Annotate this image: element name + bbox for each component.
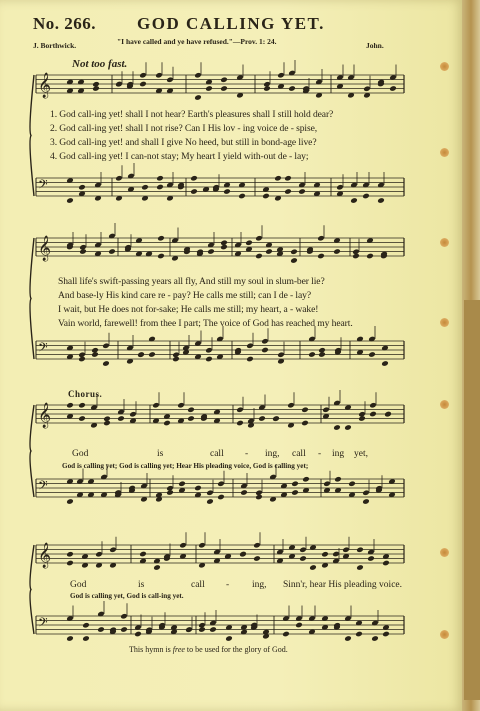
hymn-number: No. 266. (33, 14, 97, 33)
scripture-reference: "I have called and ye have refused."—Prov. 1: 24. (117, 37, 277, 46)
verse-line: 3. God call-ing yet! and shall I give No heed, but still in bond-age live? (50, 137, 317, 148)
verse-line: 2. God call-ing yet! shall I not rise? Can I His lov - ing voice de - spise, (50, 123, 318, 134)
chorus-word: is (138, 580, 145, 590)
chorus-word: call (292, 449, 306, 459)
chorus-word: call (210, 449, 224, 459)
chorus-echo-line: God is calling yet; God is calling yet; Hear His pleading voice, God is calling yet; (62, 462, 309, 470)
chorus-word: ing, (265, 449, 280, 459)
hymn-title: GOD CALLING YET. (137, 14, 325, 33)
svg-text:𝄢: 𝄢 (38, 478, 48, 496)
svg-text:𝄢: 𝄢 (38, 177, 48, 195)
svg-text:𝄞: 𝄞 (38, 543, 52, 568)
composer-credit: J. Borthwick. (33, 41, 77, 50)
svg-text:𝄞: 𝄞 (38, 73, 52, 98)
svg-text:𝄞: 𝄞 (38, 236, 52, 261)
svg-text:𝄢: 𝄢 (38, 340, 48, 358)
chorus-word: is (157, 449, 164, 459)
tune-author-credit: John. (366, 41, 384, 50)
usage-footer: This hymn is free to be used for the glory of God. (129, 645, 288, 654)
chorus-label: Chorus. (68, 389, 103, 399)
chorus-word: call (191, 580, 205, 590)
chorus-word: ing, (252, 580, 267, 590)
book-edge-strip (464, 300, 480, 700)
chorus-word: God (70, 580, 87, 590)
verse-line: Vain world, farewell! from thee I part; The voice of God has reached my heart. (58, 318, 353, 329)
tempo-marking: Not too fast. (72, 58, 128, 70)
chorus-word: - (318, 449, 322, 459)
chorus-word: - (226, 580, 230, 590)
verse-line: And base-ly His kind care re - pay? He calls me still; can I de - lay? (58, 290, 311, 301)
svg-text:𝄞: 𝄞 (38, 403, 52, 428)
chorus-word: ing (332, 449, 345, 459)
chorus-word: - (245, 449, 249, 459)
chorus-word: yet, (354, 449, 368, 459)
verse-line: Shall life's swift-passing years all fly, And still my soul in slum-ber lie? (58, 276, 325, 287)
verse-line: 4. God call-ing yet! I can-not stay; My heart I yield with-out de - lay; (50, 151, 309, 162)
chorus-word: God (72, 449, 89, 459)
verse-line: 1. God call-ing yet! shall I not hear? Earth's pleasures shall I still hold dear? (50, 109, 334, 120)
chorus-word: Sinn'r, hear His pleading voice. (283, 580, 402, 590)
chorus-echo-line: God is calling yet, God is call-ing yet. (70, 592, 184, 600)
svg-text:𝄢: 𝄢 (38, 615, 48, 633)
verse-line: I wait, but He does not for-sake; He calls me still; my heart, a - wake! (58, 304, 319, 315)
